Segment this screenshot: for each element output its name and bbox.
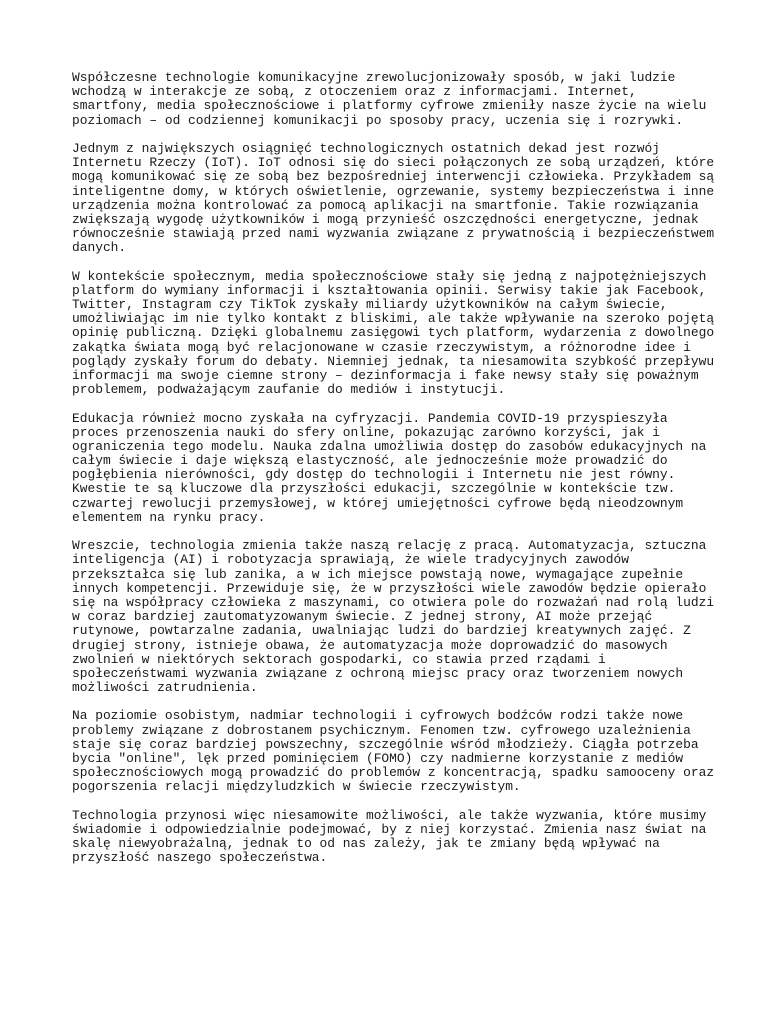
text-line: społeczeństwami wyzwania związane z ochroną miejsc pracy oraz tworzeniem nowych [72, 665, 684, 681]
text-line: inteligentne domy, w których oświetlenie, ogrzewanie, systemy bezpieczeństwa i inne [72, 183, 715, 199]
text-line: w coraz bardziej zautomatyzowanym świecie. Z jednej strony, AI może przejąć [72, 609, 653, 625]
text-line: świadomie i odpowiedzialnie podejmować, by z niej korzystać. Zmienia nasz świat na [72, 821, 707, 837]
text-line: W kontekście społecznym, media społecznościowe stały się jedną z najpotężniejszych [72, 268, 707, 284]
text-line: się na współpracy człowieka z maszynami, co otwiera pole do rozważań nad rolą ludzi [72, 594, 715, 610]
text-line: staje się coraz bardziej powszechny, szczególnie wśród młodzieży. Ciągła potrzeba [72, 736, 699, 752]
paragraph-conclusion [72, 809, 712, 866]
text-line: Technologia przynosi więc niesamowite możliwości, ale także wyzwania, które musimy [72, 807, 707, 823]
text-line: inteligencja (AI) i robotyzacja sprawiają, że wiele tradycyjnych zawodów [72, 552, 629, 568]
text-line: pogorszenia relacji międzyludzkich w świecie rzeczywistym. [72, 779, 521, 795]
text-line: zwiększają wygodę użytkowników i mogą przynieść oszczędności energetyczne, jednak [72, 211, 699, 227]
text-line: problemem, podważającym zaufanie do mediów i instytucji. [72, 382, 506, 398]
text-line: społecznościowych mogą prowadzić do problemów z koncentracją, spadku samooceny oraz [72, 765, 715, 781]
text-line: równocześnie stawiają przed nami wyzwania związane z prywatnością i bezpieczeństwem [72, 226, 715, 242]
paragraph-wellbeing [72, 708, 715, 795]
text-line: zwolnień w niektórych sektorach gospodarki, co stawia przed rządami i [72, 651, 606, 667]
text-line: Internetu Rzeczy (IoT). IoT odnosi się do sieci połączonych ze sobą urządzeń, które [72, 155, 715, 171]
text-line: Twitter, Instagram czy TikTok zyskały miliardy użytkowników na całym świecie, [72, 297, 668, 312]
text-line: platform do wymiany informacji i kształtowania opinii. Serwisy takie jak Facebook, [72, 282, 707, 298]
paragraph-work [72, 538, 715, 696]
text-line: wchodzą w interakcje ze sobą, z otoczeniem oraz z informacjami. Internet, [72, 84, 637, 100]
text-line: poglądy zyskały forum do debaty. Niemniej jednak, ta niesamowita szybkość przepływu [72, 353, 715, 369]
text-line: skalę niewyobrażalną, jednak to od nas zależy, jak te zmiany będą wpływać na [72, 836, 660, 852]
text-line: możliwości zatrudnienia. [72, 680, 258, 696]
text-line: urządzenia można kontrolować za pomocą aplikacji na smartfonie. Takie rozwiązania [72, 197, 699, 213]
text-line: Kwestie te są kluczowe dla przyszłości edukacji, szczególnie w kontekście tzw. [72, 481, 676, 497]
text-line: umożliwiając im nie tylko kontakt z bliskimi, ale także wpływanie na szeroko pojętą [72, 311, 715, 327]
text-line: pogłębienia nierówności, gdy dostęp do technologii i Internetu nie jest równy. [72, 467, 676, 483]
text-line: danych. [72, 240, 127, 256]
text-line: Wreszcie, technologia zmienia także naszą relację z pracą. Automatyzacja, sztuczna [72, 538, 707, 554]
text-line: przyszłość naszego społeczeństwa. [72, 850, 328, 866]
text-line: całym świecie i daje większą elastyczność, ale jednocześnie może prowadzić do [72, 453, 668, 469]
paragraph-intro [72, 71, 712, 128]
text-line: poziomach – od codziennej komunikacji po sposoby pracy, uczenia się i rozrywki. [72, 112, 684, 128]
text-line: proces przenoszenia nauki do sfery online, pokazując zarówno korzyści, jak i [72, 424, 660, 440]
text-line: przekształca się lub zanika, a w ich miejsce powstają nowe, wymagające zupełnie [72, 566, 684, 582]
text-line: smartfony, media społecznościowe i platformy cyfrowe zmieniły nasze życie na wielu [72, 98, 707, 114]
text-line: drugiej strony, istnieje obawa, że automatyzacja może doprowadzić do masowych [72, 637, 668, 653]
text-line: informacji ma swoje ciemne strony – dezinformacja i fake newsy stały się poważnym [72, 367, 699, 383]
text-line: mogą komunikować się ze sobą bez bezpośredniej interwencji człowieka. Przykładem są [72, 169, 715, 185]
text-line: opinię publiczną. Dzięki globalnemu zasięgowi tych platform, wydarzenia z dowolnego [72, 325, 715, 341]
text-line: czwartej rewolucji przemysłowej, w której umiejętności cyfrowe będą nieodzownym [72, 495, 684, 511]
document-page [72, 70, 715, 880]
text-line: Współczesne technologie komunikacyjne zrewolucjonizowały sposób, w jaki ludzie [72, 70, 676, 85]
text-line: innych kompetencji. Przewiduje się, że w przyszłości wiele zawodów będzie opierało [72, 580, 707, 596]
text-line: Na poziomie osobistym, nadmiar technologii i cyfrowych bodźców rodzi także nowe [72, 708, 684, 724]
paragraph-social-media [72, 268, 715, 398]
text-line: Edukacja również mocno zyskała na cyfryzacji. Pandemia COVID-19 przyspieszyła [72, 410, 668, 426]
text-line: Jednym z największych osiągnięć technologicznych ostatnich dekad jest rozwój [72, 140, 660, 156]
paragraph-education [72, 412, 712, 526]
text-line: elementem na rynku pracy. [72, 509, 266, 525]
paragraph-iot [72, 140, 715, 256]
text-line: zakątka świata mogą być relacjonowane w czasie rzeczywistym, a różnorodne idee i [72, 339, 691, 355]
text-line: rutynowe, powtarzalne zadania, uwalniając ludzi do bardziej kreatywnych zajęć. Z [72, 623, 691, 639]
text-line: bycia "online", lęk przed pominięciem (FOMO) czy nadmierne korzystanie z mediów [72, 751, 684, 766]
text-line: problemy związane z dobrostanem psychicznym. Fenomen tzw. cyfrowego uzależnienia [72, 722, 691, 738]
text-line: ograniczenia tego modelu. Nauka zdalna umożliwia dostęp do zasobów edukacyjnych na [72, 438, 707, 454]
